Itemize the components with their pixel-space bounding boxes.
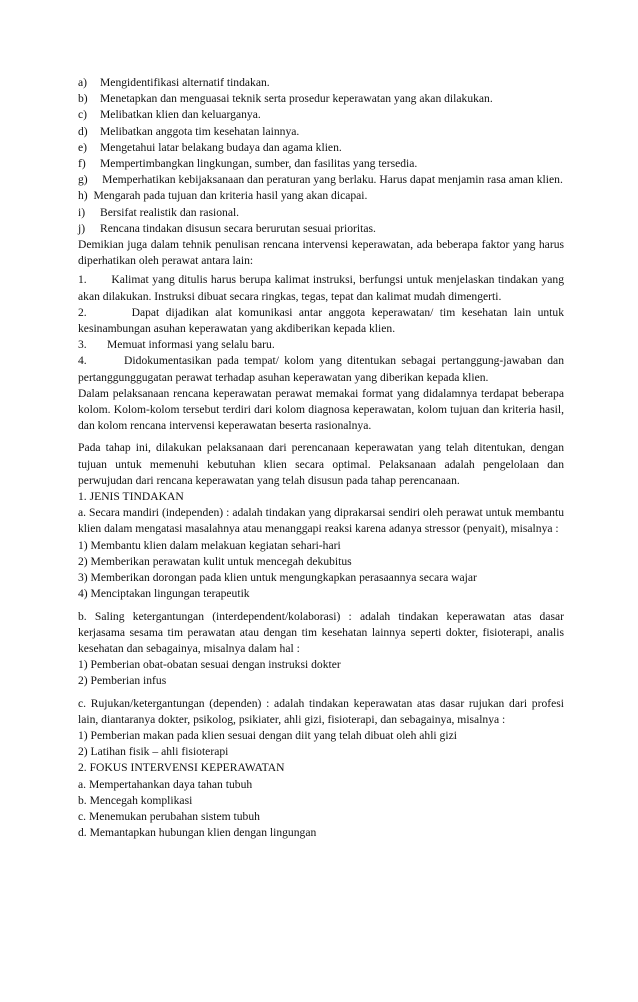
list-item: j) Rencana tindakan disusun secara berurutan sesuai prioritas. [78, 221, 376, 235]
list-item: 2) Memberikan perawatan kulit untuk mencegah dekubitus [78, 554, 352, 568]
paragraph-tahap: Pada tahap ini, dilakukan pelaksanaan dari perencanaan keperawatan yang telah ditentukan, dengan tujuan untuk memenuhi kebutuhan klien secara optimal. Pelaksanaan adalah pengelolaan dan perwujudan dari rencana keperawatan yang telah disusun pada tahap perencanaan. [78, 441, 564, 487]
list-item: 4. Didokumentasikan pada tempat/ kolom yang ditentukan sebagai pertanggung-jawaban dan pertanggunggugatan perawat terhadap asuhan keperawatan yang diberikan kepada klien. [78, 354, 564, 384]
list-item: d. Memantapkan hubungan klien dengan lingungan [78, 826, 317, 840]
list-item: 1. Kalimat yang ditulis harus berupa kalimat instruksi, berfungsi untuk menjelaskan tindakan yang akan dilakukan. Instruksi dibuat secara ringkas, tegas, tepat dan kalimat mudah dimengerti. [78, 273, 564, 303]
list-item: 1) Membantu klien dalam melakuan kegiatan sehari-hari [78, 538, 341, 552]
paragraph-mandiri: a. Secara mandiri (independen) : adalah tindakan yang diprakarsai sendiri oleh perawat untuk membantu klien dalam mengatasi masalahnya atau menanggapi reaksi karena adanya stressor (penyait), misalnya : [78, 506, 564, 536]
list-item: e) Mengetahui latar belakang budaya dan agama klien. [78, 140, 342, 154]
list-item: 3. Memuat informasi yang selalu baru. [78, 338, 275, 352]
list-item: a) Mengidentifikasi alternatif tindakan. [78, 76, 270, 89]
paragraph-format: Dalam pelaksanaan rencana keperawatan perawat memakai format yang didalamnya terdapat beberapa kolom. Kolom-kolom tersebut terdiri dari kolom diagnosa keperawatan, kolom tujuan dan kriteria hasil, dan kolom rencana intervensi keperawatan beserta rasionalnya. [78, 386, 564, 433]
list-item: 2) Pemberian infus [78, 674, 167, 688]
list-item: 1) Pemberian obat-obatan sesuai dengan instruksi dokter [78, 658, 341, 672]
list-item: c. Menemukan perubahan sistem tubuh [78, 809, 260, 823]
list-a-to-j [78, 75, 564, 237]
list-item: f) Mempertimbangkan lingkungan, sumber, dan fasilitas yang tersedia. [78, 157, 418, 171]
list-item: b) Menetapkan dan menguasai teknik serta prosedur keperawatan yang akan dilakukan. [78, 92, 493, 106]
document-page [78, 75, 564, 841]
heading-jenis-tindakan: 1. JENIS TINDAKAN [78, 490, 184, 504]
list-item: g) Memperhatikan kebijaksanaan dan peraturan yang berlaku. Harus dapat menjamin rasa aman klien. [78, 173, 563, 187]
list-item: h) Mengarah pada tujuan dan kriteria hasil yang akan dicapai. [78, 189, 368, 203]
list-item: 2) Latihan fisik – ahli fisioterapi [78, 745, 229, 759]
paragraph-saling: b. Saling ketergantungan (interdependent/kolaborasi) : adalah tindakan keperawatan atas dasar kerjasama sesama tim perawatan atau dengan tim kesehatan lainnya seperti dokter, fisioterapi, analis kesehatan dan sebagainya, misalnya dalam hal : [78, 609, 564, 655]
list-item: c) Melibatkan klien dan keluarganya. [78, 108, 261, 122]
list-item: b. Mencegah komplikasi [78, 793, 193, 807]
list-1-to-4 [78, 272, 564, 385]
list-item: 3) Memberikan dorongan pada klien untuk mengungkapkan perasaannya secara wajar [78, 571, 477, 585]
paragraph-rujukan: c. Rujukan/ketergantungan (dependen) : adalah tindakan keperawatan atas dasar rujukan dari profesi lain, diantaranya dokter, psikolog, psikiater, ahli gizi, fisioterapi, dan sebagainya, misalnya : [78, 696, 564, 726]
list-item: 1) Pemberian makan pada klien sesuai dengan diit yang telah dibuat oleh ahli gizi [78, 728, 457, 742]
paragraph-intro: Demikian juga dalam tehnik penulisan rencana intervensi keperawatan, ada beberapa faktor yang harus diperhatikan oleh perawat antara lain: [78, 238, 564, 268]
list-item: i) Bersifat realistik dan rasional. [78, 205, 240, 219]
heading-fokus-intervensi: 2. FOKUS INTERVENSI KEPERAWATAN [78, 761, 285, 775]
list-item: a. Mempertahankan daya tahan tubuh [78, 777, 253, 791]
list-item: 2. Dapat dijadikan alat komunikasi antar anggota keperawatan/ tim kesehatan lain untuk kesinambungan asuhan keperawatan yang akdiberikan kepada klien. [78, 305, 564, 336]
list-item: d) Melibatkan anggota tim kesehatan lainnya. [78, 124, 300, 138]
list-item: 4) Menciptakan lingungan terapeutik [78, 587, 250, 601]
